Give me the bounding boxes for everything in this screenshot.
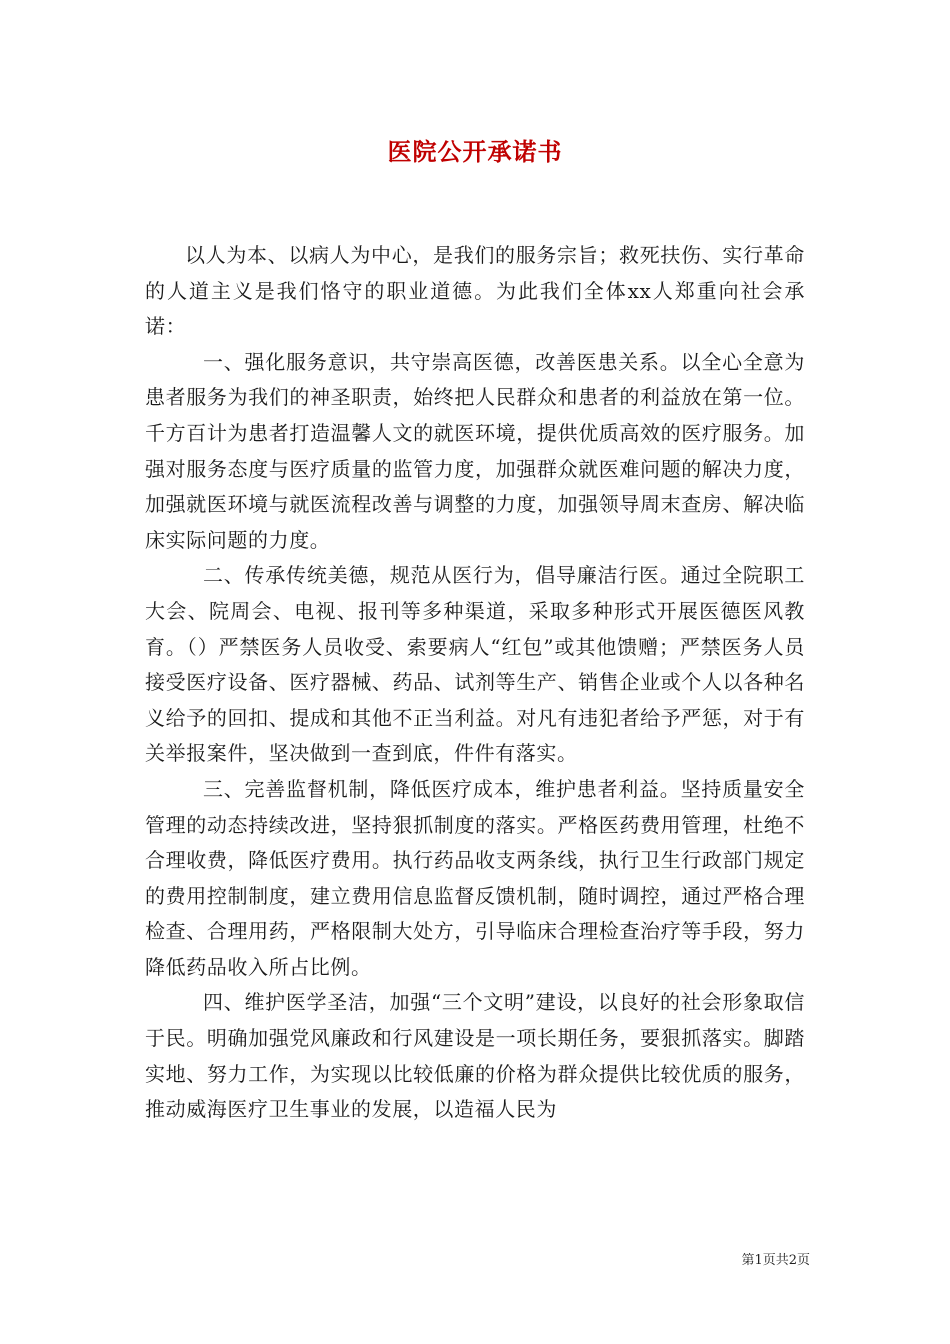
paragraph-item-3: 三、完善监督机制，降低医疗成本，维护患者利益。坚持质量安全管理的动态持续改进，坚持狠抓制度的落实。严格医药费用管理，杜绝不合理收费，降低医疗费用。执行药品收支两条线，执行卫生行政部门规定的费用控制制度，建立费用信息监督反馈机制，随时调控，通过严格合理检查、合理用药，严格限制大处方，引导临床合理检查治疗等手段，努力降低药品收入所占比例。 xyxy=(145,776,805,979)
paragraph-item-1: 一、强化服务意识，共守崇高医德，改善医患关系。以全心全意为患者服务为我们的神圣职责，始终把人民群众和患者的利益放在第一位。千方百计为患者打造温馨人文的就医环境，提供优质高效的医疗服务。加强对服务态度与医疗质量的监管力度，加强群众就医难问题的解决力度，加强就医环境与就医流程改善与调整的力度，加强领导周末查房、解决临床实际问题的力度。 xyxy=(145,349,805,552)
document-body xyxy=(145,238,805,1128)
document-title: 医院公开承诺书 xyxy=(387,137,563,166)
page-number: 第1页共2页 xyxy=(741,1253,810,1268)
paragraph-item-4: 四、维护医学圣洁，加强“三个文明”建设，以良好的社会形象取信于民。明确加强党风廉政和行风建设是一项长期任务，要狠抓落实。脚踏实地、努力工作，为实现以比较低廉的价格为群众提供比较优质的服务，推动威海医疗卫生事业的发展，以造福人民为 xyxy=(145,990,805,1122)
paragraph-intro: 以人为本、以病人为中心，是我们的服务宗旨；救死扶伤、实行革命的人道主义是我们恪守的职业道德。为此我们全体xx人郑重向社会承诺： xyxy=(145,243,805,339)
paragraph-item-2: 二、传承传统美德，规范从医行为，倡导廉洁行医。通过全院职工大会、院周会、电视、报刊等多种渠道，采取多种形式开展医德医风教育。（）严禁医务人员收受、索要病人“红包”或其他馈赠；严禁医务人员接受医疗设备、医疗器械、药品、试剂等生产、销售企业或个人以各种名义给予的回扣、提成和其他不正当利益。对凡有违犯者给予严惩，对于有关举报案件，坚决做到一查到底，件件有落实。 xyxy=(145,563,805,766)
